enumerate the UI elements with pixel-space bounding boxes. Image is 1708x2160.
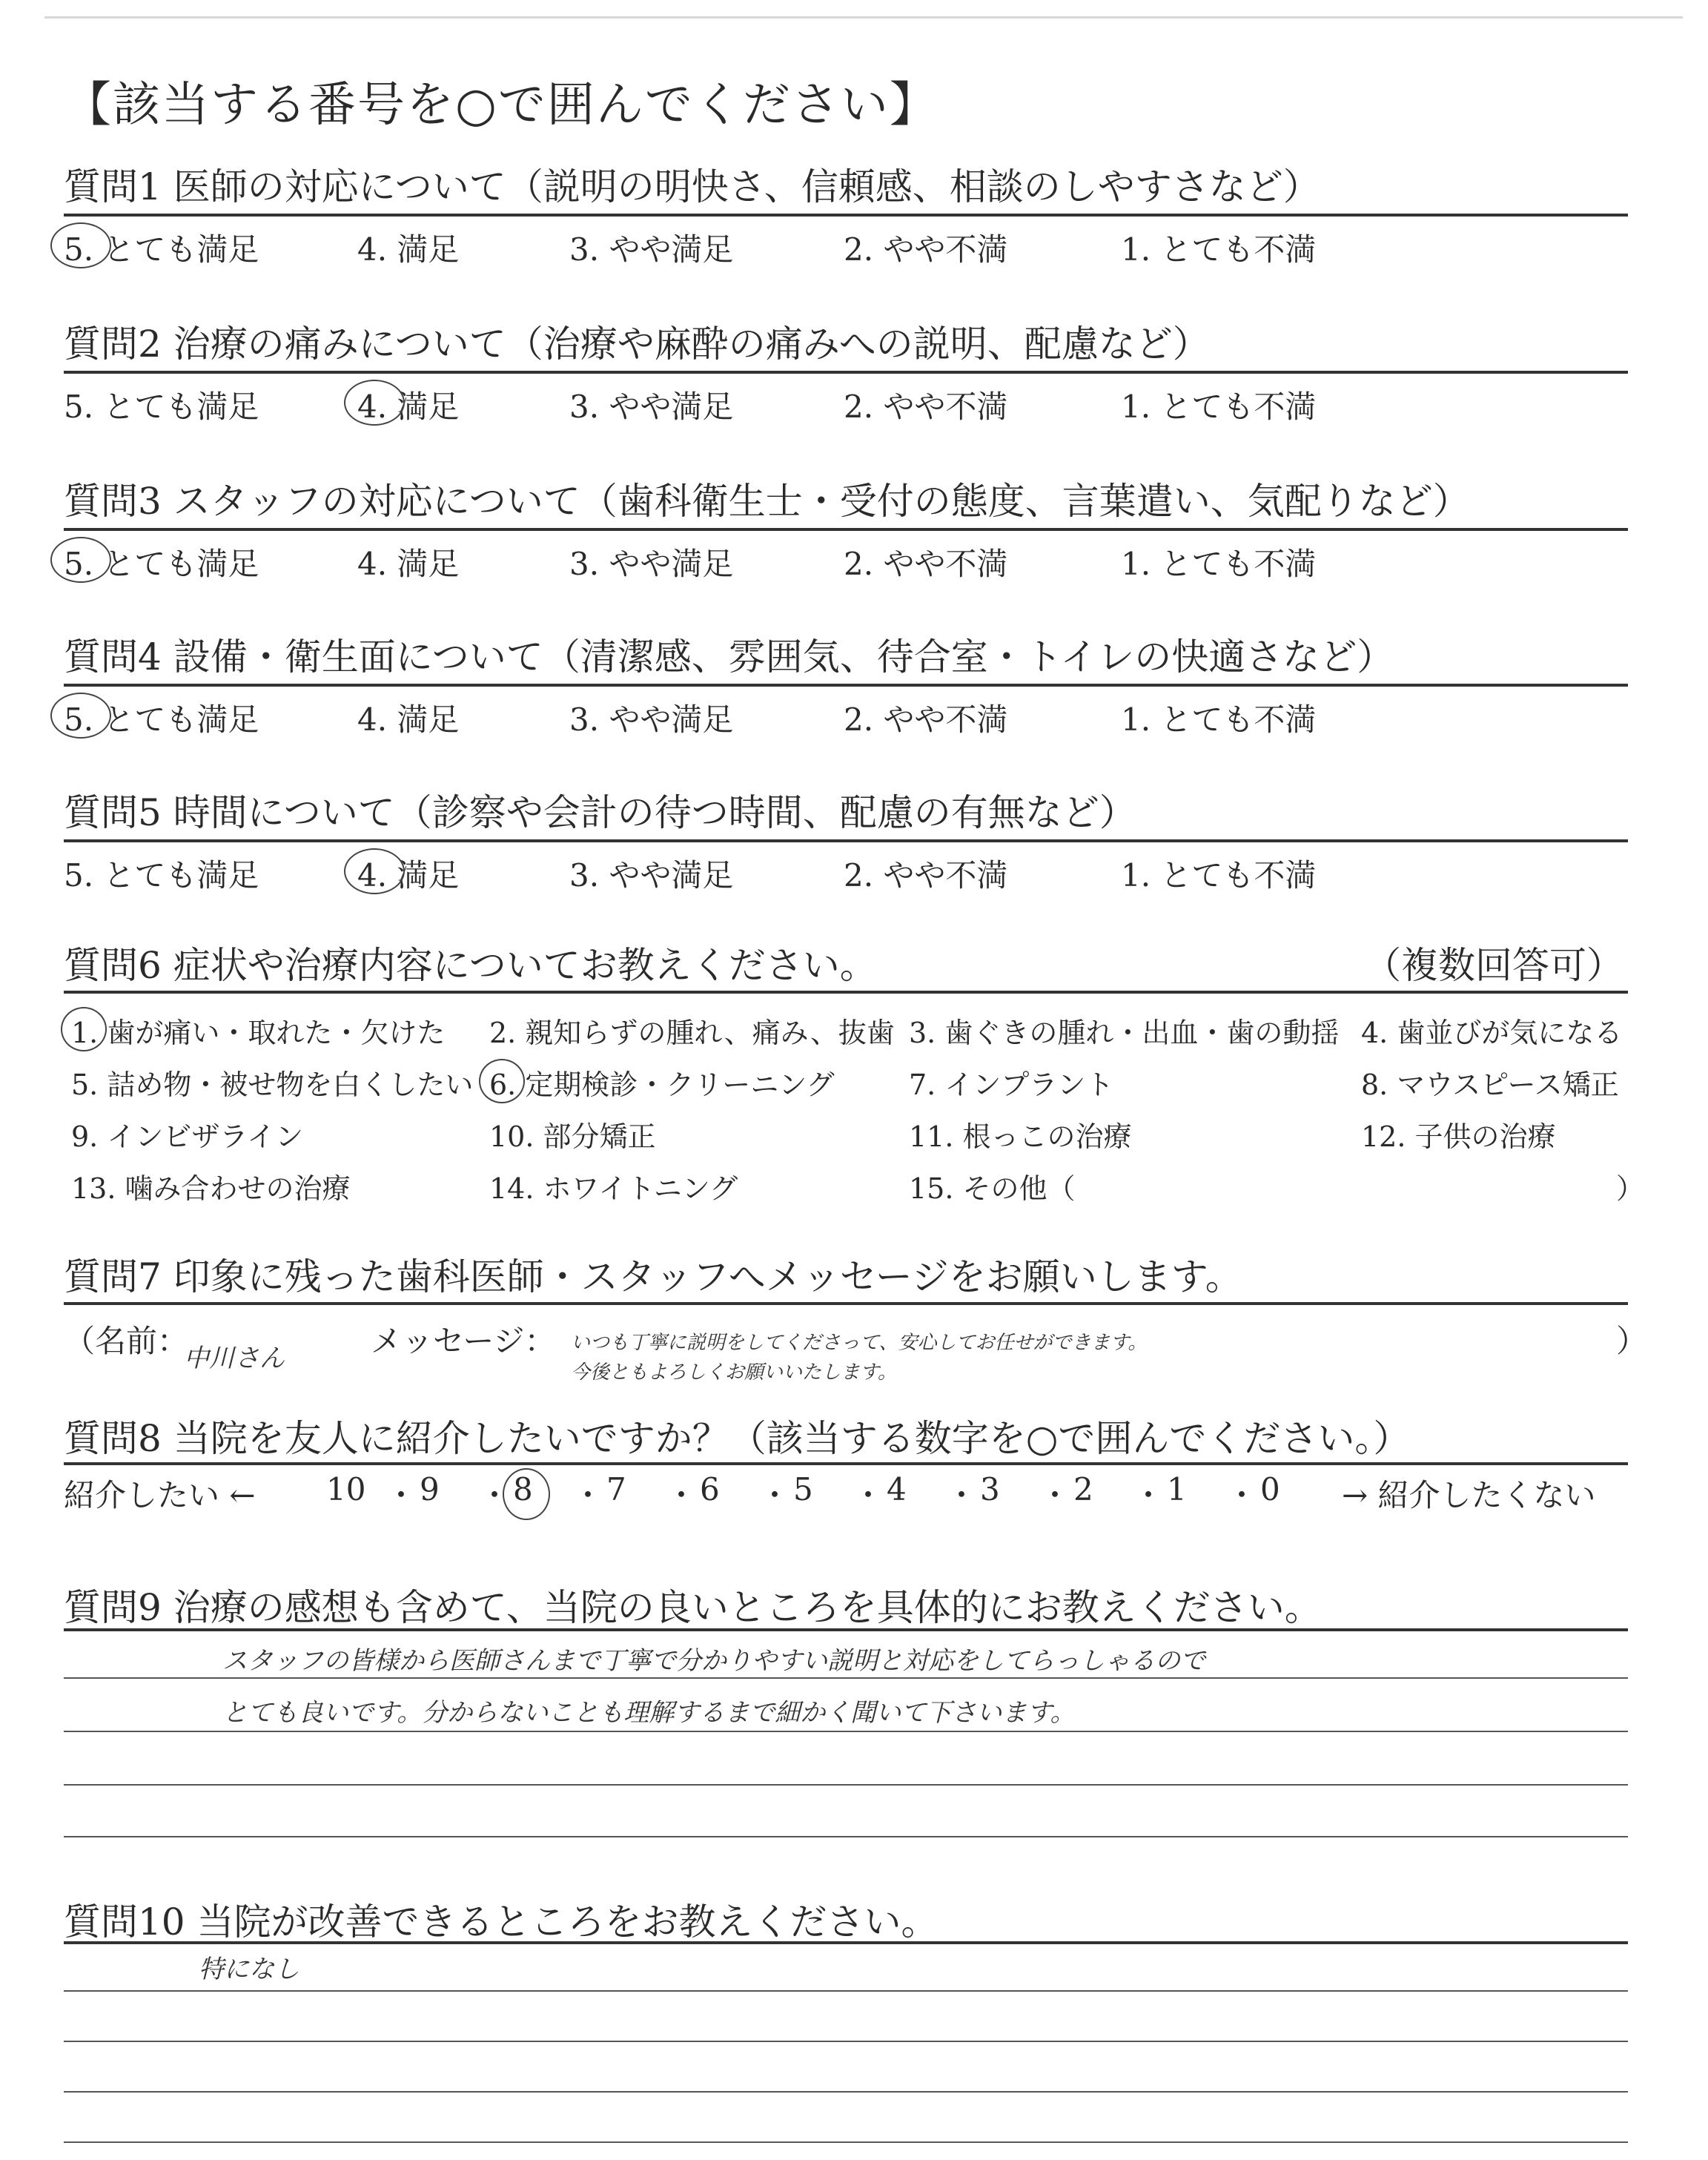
q6-option-5[interactable]: 5. 詰め物・被せ物を白くしたい <box>71 1069 474 1101</box>
q1-selected-circle <box>50 222 111 268</box>
q2-rule <box>64 371 1628 374</box>
q6-option-2[interactable]: 2. 親知らずの腫れ、痛み、抜歯 <box>489 1017 895 1049</box>
q3-option-3[interactable]: 3. やや満足 <box>569 546 734 582</box>
q7-message-line1[interactable]: いつも丁寧に説明をしてくださって、安心してお任せができます。 <box>571 1332 1148 1354</box>
q5-option-1[interactable]: 1. とても不満 <box>1121 857 1317 894</box>
q8-scale-separator: ・ <box>1226 1477 1258 1513</box>
q1-option-3[interactable]: 3. やや満足 <box>569 231 734 268</box>
q8-scale-separator: ・ <box>666 1477 698 1513</box>
q8-scale-7[interactable]: 7 <box>606 1471 626 1507</box>
q8-scale-6[interactable]: 6 <box>700 1471 720 1507</box>
q6-option-4[interactable]: 4. 歯並びが気になる <box>1361 1017 1623 1049</box>
q9-answer-line1[interactable]: スタッフの皆様から医師さんまで丁寧で分かりやすい説明と対応をしてらっしゃるので <box>222 1646 1205 1676</box>
q5-selected-circle <box>344 848 405 894</box>
q8-selected-circle <box>503 1468 550 1520</box>
q6-option-1[interactable]: 1. 歯が痛い・取れた・欠けた <box>71 1017 446 1049</box>
q7-close-paren: ） <box>1616 1323 1648 1359</box>
q8-rule <box>64 1462 1628 1465</box>
q8-scale-2[interactable]: 2 <box>1073 1471 1093 1507</box>
q6-option-9[interactable]: 9. インビザライン <box>71 1120 304 1153</box>
q8-scale-separator: ・ <box>1039 1477 1071 1513</box>
q8-scale-1[interactable]: 1 <box>1167 1471 1187 1507</box>
q8-scale-8[interactable]: 8 <box>513 1471 533 1507</box>
q5-rule <box>64 839 1628 842</box>
q6-selected-circle-6 <box>479 1059 525 1103</box>
q8-scale-5[interactable]: 5 <box>793 1471 813 1507</box>
q10-line-2 <box>64 2041 1628 2042</box>
q2-option-1[interactable]: 1. とても不満 <box>1121 389 1317 425</box>
q1-title: 質問1 医師の対応について（説明の明快さ、信頼感、相談のしやすさなど） <box>64 165 1320 208</box>
q4-option-4[interactable]: 4. 満足 <box>357 701 460 738</box>
q7-rule <box>64 1302 1628 1305</box>
q4-title: 質問4 設備・衛生面について（清潔感、雰囲気、待合室・トイレの快適さなど） <box>64 635 1394 678</box>
q1-option-5[interactable]: 5. とても満足 <box>64 231 259 268</box>
q9-title: 質問9 治療の感想も含めて、当院の良いところを具体的にお教えください。 <box>64 1586 1322 1629</box>
q4-option-1[interactable]: 1. とても不満 <box>1121 701 1317 738</box>
q8-scale-separator: ・ <box>759 1477 791 1513</box>
q6-option-8[interactable]: 8. マウスピース矯正 <box>1361 1069 1619 1101</box>
q2-option-4[interactable]: 4. 満足 <box>357 389 460 425</box>
q8-left-label: 紹介したい ← <box>64 1477 256 1513</box>
q4-selected-circle <box>50 693 111 739</box>
q7-message-label: メッセージ： <box>371 1323 556 1359</box>
q7-name-label: （名前： <box>64 1323 189 1359</box>
q5-title: 質問5 時間について（診察や会計の待つ時間、配慮の有無など） <box>64 791 1136 834</box>
q8-right-label: → 紹介したくない <box>1342 1477 1596 1513</box>
page-top-border <box>44 16 1683 19</box>
q2-option-2[interactable]: 2. やや不満 <box>844 389 1008 425</box>
q6-selected-circle-1 <box>61 1007 107 1051</box>
q5-option-2[interactable]: 2. やや不満 <box>844 857 1008 894</box>
q10-line-1 <box>64 1990 1628 1992</box>
q2-option-5[interactable]: 5. とても満足 <box>64 389 259 425</box>
q6-option-10[interactable]: 10. 部分矯正 <box>489 1120 656 1153</box>
q6-option-15[interactable]: 15. その他（ <box>909 1172 1076 1205</box>
q10-title: 質問10 当院が改善できるところをお教えください。 <box>64 1900 939 1943</box>
q8-scale-10[interactable]: 10 <box>326 1471 366 1507</box>
q7-name-value[interactable]: 中川さん <box>184 1344 285 1373</box>
q6-option-7[interactable]: 7. インプラント <box>909 1069 1114 1101</box>
q3-option-4[interactable]: 4. 満足 <box>357 546 460 582</box>
q3-option-2[interactable]: 2. やや不満 <box>844 546 1008 582</box>
q4-option-3[interactable]: 3. やや満足 <box>569 701 734 738</box>
q1-rule <box>64 214 1628 217</box>
q6-option-3[interactable]: 3. 歯ぐきの腫れ・出血・歯の動揺 <box>909 1017 1340 1049</box>
q6-title: 質問6 症状や治療内容についてお教えください。 <box>64 944 877 987</box>
q3-selected-circle <box>50 537 111 583</box>
q8-scale-3[interactable]: 3 <box>980 1471 1000 1507</box>
q2-selected-circle <box>344 380 405 426</box>
q6-option-6[interactable]: 6. 定期検診・クリーニング <box>489 1069 835 1101</box>
q6-option-12[interactable]: 12. 子供の治療 <box>1361 1120 1556 1153</box>
q8-scale-separator: ・ <box>1133 1477 1165 1513</box>
q9-line-3 <box>64 1784 1628 1786</box>
q6-note: （複数回答可） <box>1364 944 1623 987</box>
q8-scale-separator: ・ <box>946 1477 978 1513</box>
q3-title: 質問3 スタッフの対応について（歯科衛生士・受付の態度、言葉遣い、気配りなど） <box>64 480 1470 523</box>
q6-option-14[interactable]: 14. ホワイトニング <box>489 1172 738 1205</box>
q9-answer-line2[interactable]: とても良いです。分からないことも理解するまで細かく聞いて下さいます。 <box>222 1698 1076 1728</box>
form-heading: 【該当する番号を○で囲んでください】 <box>64 78 939 133</box>
q3-option-1[interactable]: 1. とても不満 <box>1121 546 1317 582</box>
q8-scale-separator: ・ <box>572 1477 604 1513</box>
q1-option-2[interactable]: 2. やや不満 <box>844 231 1008 268</box>
q8-title: 質問8 当院を友人に紹介したいですか？（該当する数字を○で囲んでください。） <box>64 1417 1411 1460</box>
q6-other-close-paren: ） <box>1616 1172 1645 1205</box>
q5-option-4[interactable]: 4. 満足 <box>357 857 460 894</box>
q9-rule <box>64 1628 1628 1631</box>
q8-scale-separator: ・ <box>853 1477 884 1513</box>
q10-line-3 <box>64 2091 1628 2093</box>
q8-scale-separator: ・ <box>479 1477 511 1513</box>
q9-line-4 <box>64 1836 1628 1837</box>
q6-rule <box>64 991 1628 994</box>
q8-scale-9[interactable]: 9 <box>420 1471 440 1507</box>
q3-option-5[interactable]: 5. とても満足 <box>64 546 259 582</box>
q6-option-11[interactable]: 11. 根っこの治療 <box>909 1120 1132 1153</box>
q7-message-line2[interactable]: 今後ともよろしくお願いいたします。 <box>571 1361 897 1384</box>
q5-option-3[interactable]: 3. やや満足 <box>569 857 734 894</box>
q6-option-13[interactable]: 13. 噛み合わせの治療 <box>71 1172 351 1205</box>
q1-option-4[interactable]: 4. 満足 <box>357 231 460 268</box>
q2-title: 質問2 治療の痛みについて（治療や麻酔の痛みへの説明、配慮など） <box>64 323 1210 366</box>
q8-scale-separator: ・ <box>385 1477 417 1513</box>
q10-rule <box>64 1941 1628 1944</box>
q2-option-3[interactable]: 3. やや満足 <box>569 389 734 425</box>
q10-line-4 <box>64 2141 1628 2143</box>
q4-option-5[interactable]: 5. とても満足 <box>64 701 259 738</box>
q4-option-2[interactable]: 2. やや不満 <box>844 701 1008 738</box>
q9-line-2 <box>64 1731 1628 1732</box>
q10-answer[interactable]: 特になし <box>199 1955 299 1984</box>
q9-line-1 <box>64 1677 1628 1679</box>
q3-rule <box>64 528 1628 531</box>
q8-scale-4[interactable]: 4 <box>887 1471 907 1507</box>
q5-option-5[interactable]: 5. とても満足 <box>64 857 259 894</box>
q7-title: 質問7 印象に残った歯科医師・スタッフへメッセージをお願いします。 <box>64 1255 1242 1298</box>
q1-option-1[interactable]: 1. とても不満 <box>1121 231 1317 268</box>
q4-rule <box>64 684 1628 687</box>
q8-scale-0[interactable]: 0 <box>1260 1471 1280 1507</box>
